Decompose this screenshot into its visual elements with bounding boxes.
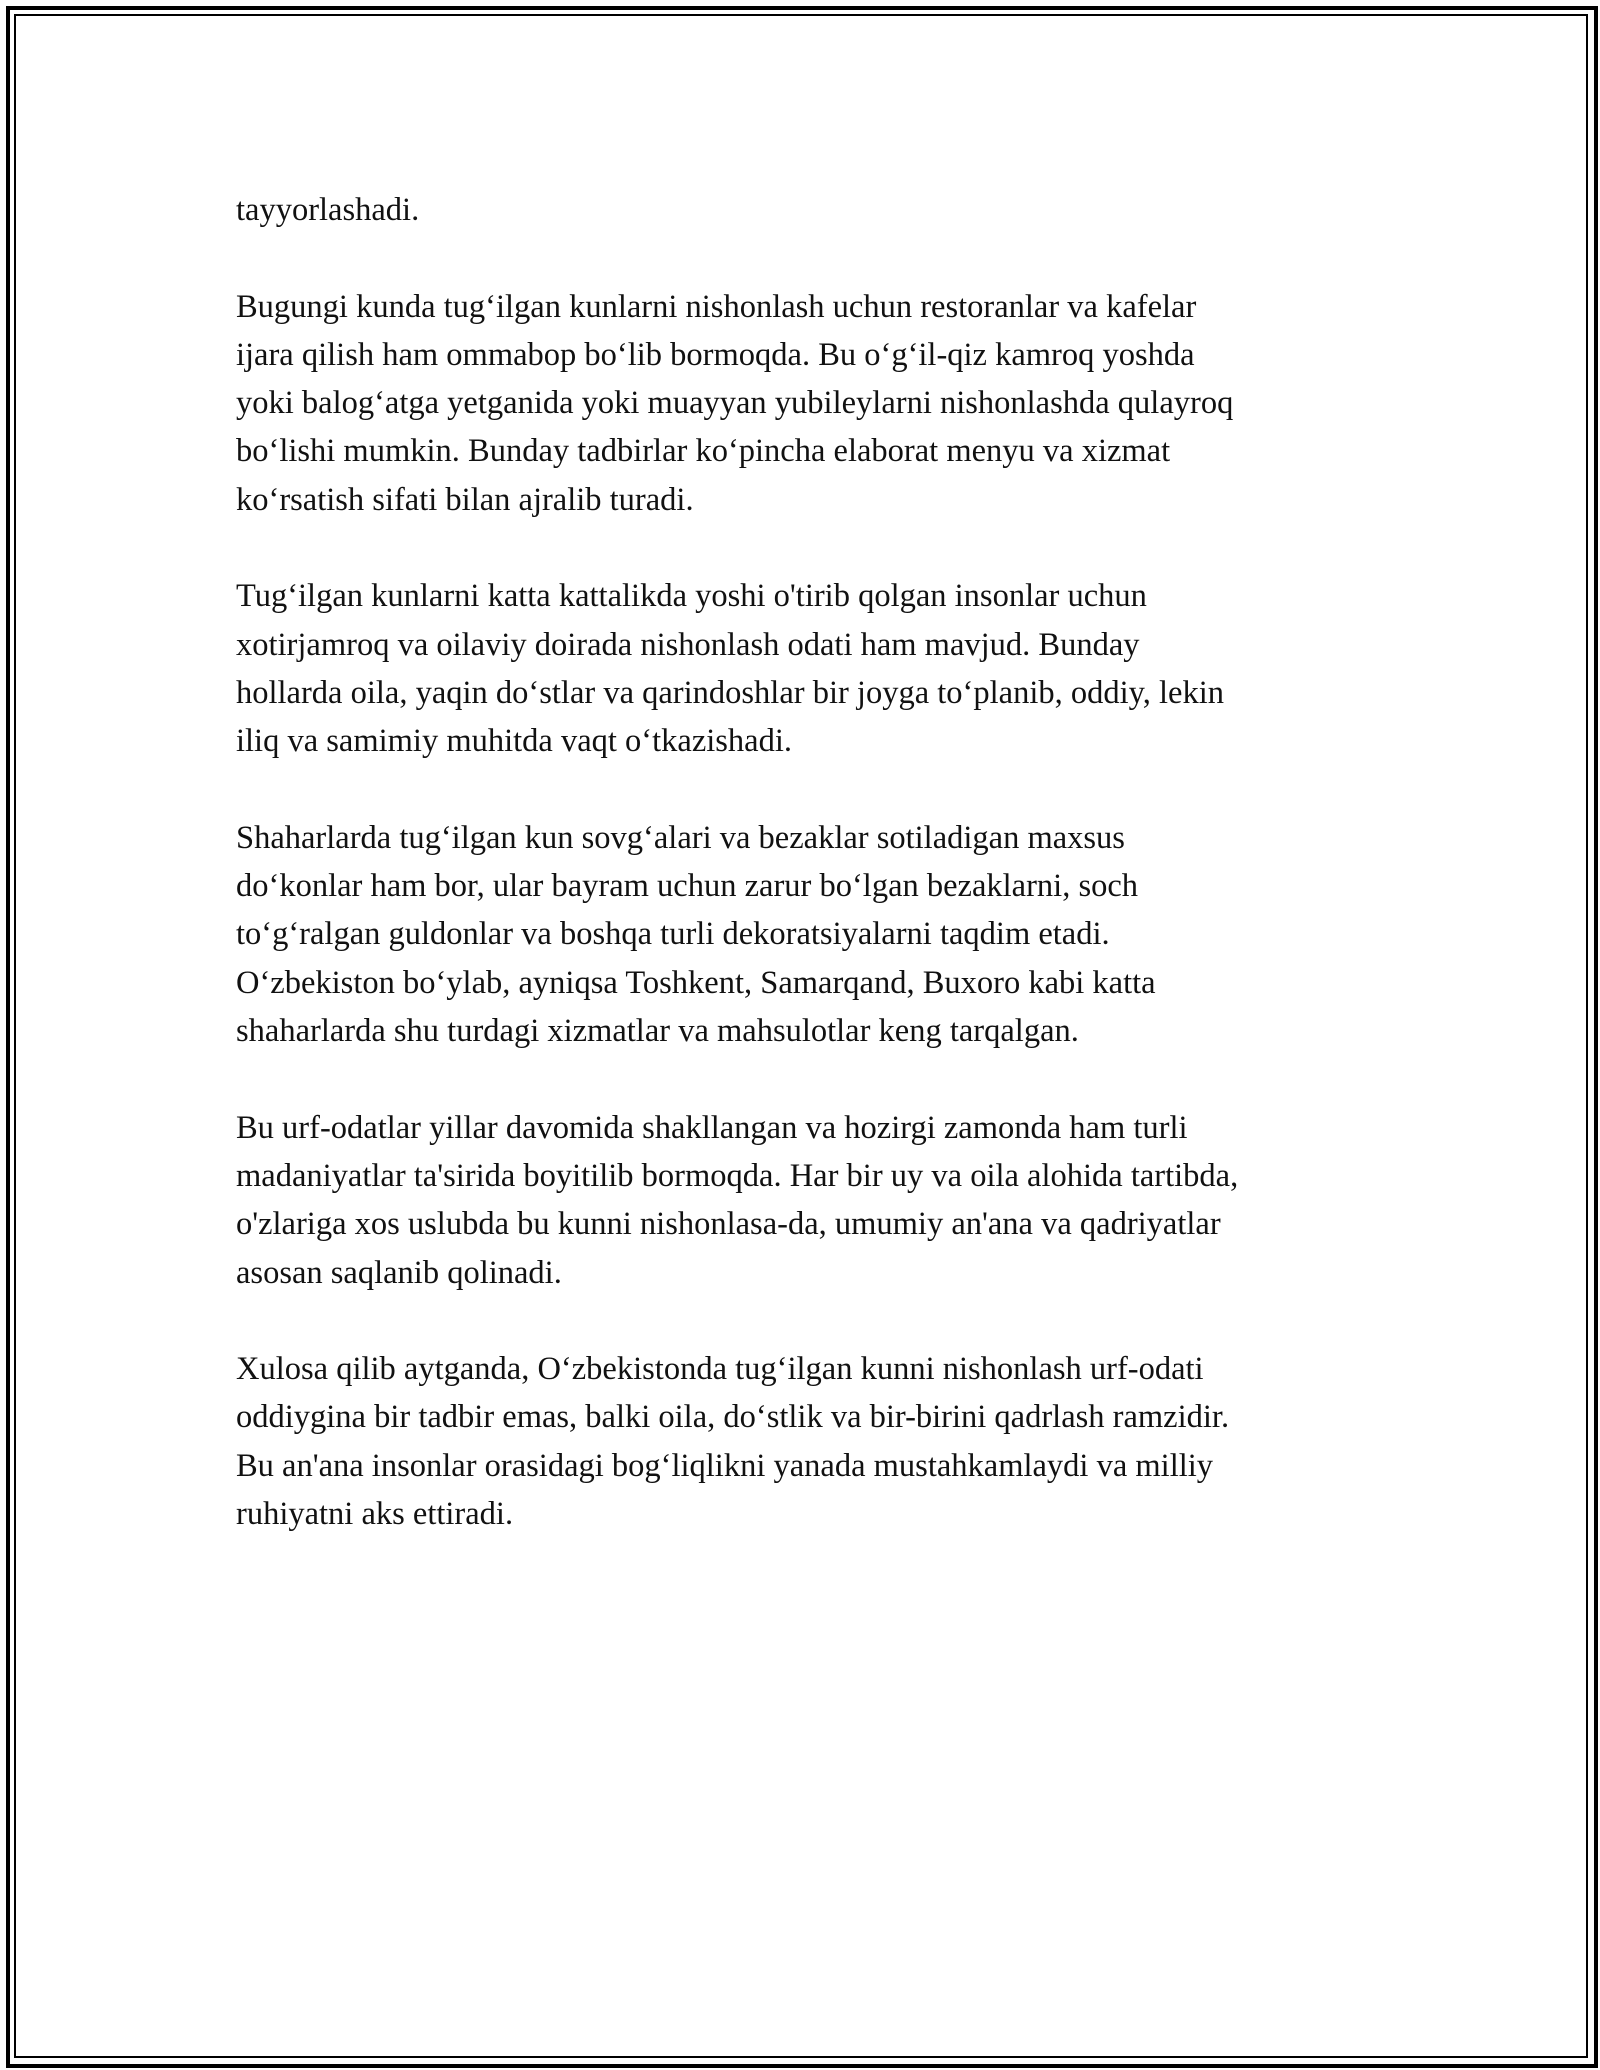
paragraph-1 [236, 186, 1376, 234]
text-line: xotirjamroq va oilaviy doirada nishonlash odati ham mavjud. Bunday [236, 626, 1140, 663]
paragraph-2 [236, 283, 1376, 524]
text-line: o'zlariga xos uslubda bu kunni nishonlasa-da, umumiy an'ana va qadriyatlar [236, 1206, 1221, 1243]
paragraph-6 [236, 1345, 1376, 1538]
text-line: yoki balog‘atga yetganida yoki muayyan yubileylarni nishonlashda qulayroq [236, 385, 1234, 422]
text-line: Bu an'ana insonlar orasidagi bog‘liqlikni yanada mustahkamlaydi va milliy [236, 1447, 1214, 1484]
text-line: hollarda oila, yaqin do‘stlar va qarindoshlar bir joyga to‘planib, oddiy, lekin [236, 674, 1224, 711]
text-line: iliq va samimiy muhitda vaqt o‘tkazishadi. [236, 723, 793, 760]
paragraph-5 [236, 1104, 1376, 1297]
text-line: Tug‘ilgan kunlarni katta kattalikda yoshi o'tirib qolgan insonlar uchun [236, 578, 1147, 615]
paragraph-3 [236, 572, 1376, 765]
text-line: ijara qilish ham ommabop bo‘lib bormoqda. Bu o‘g‘il-qiz kamroq yoshda [236, 336, 1195, 373]
text-line: oddiygina bir tadbir emas, balki oila, do‘stlik va bir-birini qadrlash ramzidir. [236, 1399, 1230, 1436]
text-line: Shaharlarda tug‘ilgan kun sovg‘alari va bezaklar sotiladigan maxsus [236, 819, 1125, 856]
text-line: Xulosa qilib aytganda, O‘zbekistonda tug‘ilgan kunni nishonlash urf-odati [236, 1351, 1204, 1388]
text-line: madaniyatlar ta'sirida boyitilib bormoqda. Har bir uy va oila alohida tartibda, [236, 1157, 1239, 1194]
text-line: do‘konlar ham bor, ular bayram uchun zarur bo‘lgan bezaklarni, soch [236, 868, 1139, 905]
paragraph-4 [236, 814, 1376, 1055]
text-line: asosan saqlanib qolinadi. [236, 1254, 562, 1291]
text-line: shaharlarda shu turdagi xizmatlar va mahsulotlar keng tarqalgan. [236, 1013, 1079, 1050]
text-line: Bu urf-odatlar yillar davomida shakllangan va hozirgi zamonda ham turli [236, 1109, 1188, 1146]
text-line: tayyorlashadi. [236, 192, 420, 228]
text-line: ko‘rsatish sifati bilan ajralib turadi. [236, 481, 694, 518]
text-line: ruhiyatni aks ettiradi. [236, 1496, 514, 1533]
text-line: O‘zbekiston bo‘ylab, ayniqsa Toshkent, Samarqand, Buxoro kabi katta [236, 964, 1156, 1001]
text-line: bo‘lishi mumkin. Bunday tadbirlar ko‘pincha elaborat menyu va xizmat [236, 433, 1171, 470]
text-line: Bugungi kunda tug‘ilgan kunlarni nishonlash uchun restoranlar va kafelar [236, 288, 1197, 325]
text-line: to‘g‘ralgan guldonlar va boshqa turli dekoratsiyalarni taqdim etadi. [236, 916, 1110, 953]
document-body [236, 186, 1376, 1587]
